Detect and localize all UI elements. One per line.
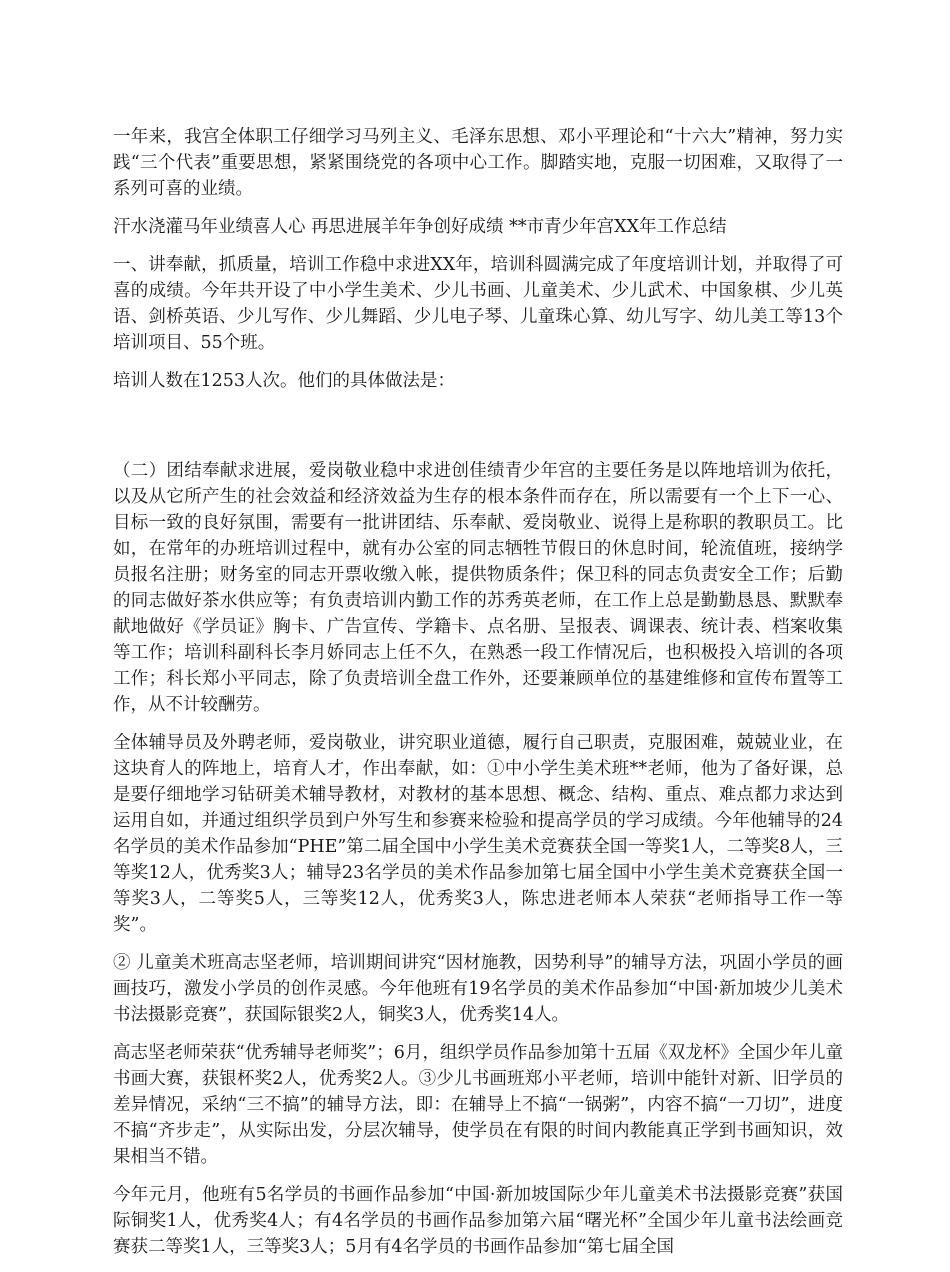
intro-paragraph: 一年来，我宫全体职工仔细学习马列主义、毛泽东思想、邓小平理论和“十六大”精神，努力实践“三个代表”重要思想，紧紧围绕党的各项中心工作。脚踏实地，克服一切困难，又取得了一系列可喜的业绩。 — [113, 127, 843, 199]
section-one-paragraph: 一、讲奉献，抓质量，培训工作稳中求进XX年，培训科圆满完成了年度培训计划，并取得了可喜的成绩。今年共开设了中小学生美术、少儿书画、儿童美术、少儿武术、中国象棋、少儿英语、剑桥英语、少儿写作、少儿舞蹈、少儿电子琴、儿童珠心算、幼儿写字、幼儿美工等13个培训项目、55个班。 — [113, 255, 843, 353]
blank-gap — [113, 406, 843, 458]
teachers-paragraph: 全体辅导员及外聘老师，爱岗敬业，讲究职业道德，履行自己职责，克服困难，兢兢业业，在这块育人的阵地上，培育人才，作出奉献，如：①中小学生美术班**老师，他为了备好课，总是要仔细地学习钻研美术辅导教材，对教材的基本思想、概念、结构、重点、难点都力求达到运用自如，并通过组织学员到户外写生和参赛来检验和提高学员的学习成绩。今年他辅导的24名学员的美术作品参加“PHE”第二届全国中小学生美术竞赛获全国一等奖1人，二等奖8人，三等奖12人，优秀奖3人；辅导23名学员的美术作品参加第七届全国中小学生美术竞赛获全国一等奖3人，二等奖5人，三等奖12人，优秀奖3人，陈忠进老师本人荣获“老师指导工作一等奖”。 — [113, 733, 843, 935]
section-two-paragraph: （二）团结奉献求进展，爱岗敬业稳中求进创佳绩青少年宫的主要任务是以阵地培训为依托，以及从它所产生的社会效益和经济效益为生存的根本条件而存在，所以需要有一个上下一心、目标一致的良好氛围，需要有一批讲团结、乐奉献、爱岗敬业、说得上是称职的教职员工。比如，在常年的办班培训过程中，就有办公室的同志牺牲节假日的休息时间，轮流值班，接纳学员报名注册；财务室的同志开票收缴入帐，提供物质条件；保卫科的同志负责安全工作；后勤的同志做好茶水供应等；有负责培训内勤工作的苏秀英老师，在工作上总是勤勤恳恳、默默奉献地做好《学员证》胸卡、广告宣传、学籍卡、点名册、呈报表、调课表、统计表、档案收集等工作；培训科副科长李月娇同志上任不久，在熟悉一段工作情况后，也积极投入培训的各项工作；科长郑小平同志，除了负责培训全盘工作外，还要兼顾单位的基建维修和宣传布置等工作，从不计较酬劳。 — [113, 461, 843, 715]
document-title: 汗水浇灌马年业绩喜人心 再思进展羊年争创好成绩 **市青少年宫XX年工作总结 — [113, 217, 727, 237]
document-body — [113, 124, 843, 1272]
children-art-paragraph: ② 儿童美术班高志坚老师，培训期间讲究“因材施教，因势利导”的辅导方法，巩固小学员的画画技巧，激发小学员的创作灵感。今年他班有19名学员的美术作品参加“中国·新加坡少儿美术书法摄影竞赛”，获国际银奖2人，铜奖3人，优秀奖14人。 — [113, 953, 843, 1025]
january-paragraph: 今年元月，他班有5名学员的书画作品参加“中国·新加坡国际少年儿童美术书法摄影竞赛”获国际铜奖1人，优秀奖4人；有4名学员的书画作品参加第六届“曙光杯”全国少年儿童书法绘画竞赛获二等奖1人，三等奖3人；5月有4名学员的书画作品参加“第七届全国 — [113, 1185, 843, 1257]
training-count-paragraph: 培训人数在1253人次。他们的具体做法是： — [113, 371, 456, 391]
award-paragraph: 高志坚老师荣获“优秀辅导老师奖”；6月，组织学员作品参加第十五届《双龙杯》全国少年儿童书画大赛，获银杯奖2人，优秀奖2人。③少儿书画班郑小平老师，培训中能针对新、旧学员的差异情况，采纳“三不搞”的辅导方法，即：在辅导上不搞“一锅粥”，内容不搞“一刀切”，进度不搞“齐步走”，从实际出发，分层次辅导，使学员在有限的时间内教能真正学到书画知识，效果相当不错。 — [113, 1043, 843, 1167]
